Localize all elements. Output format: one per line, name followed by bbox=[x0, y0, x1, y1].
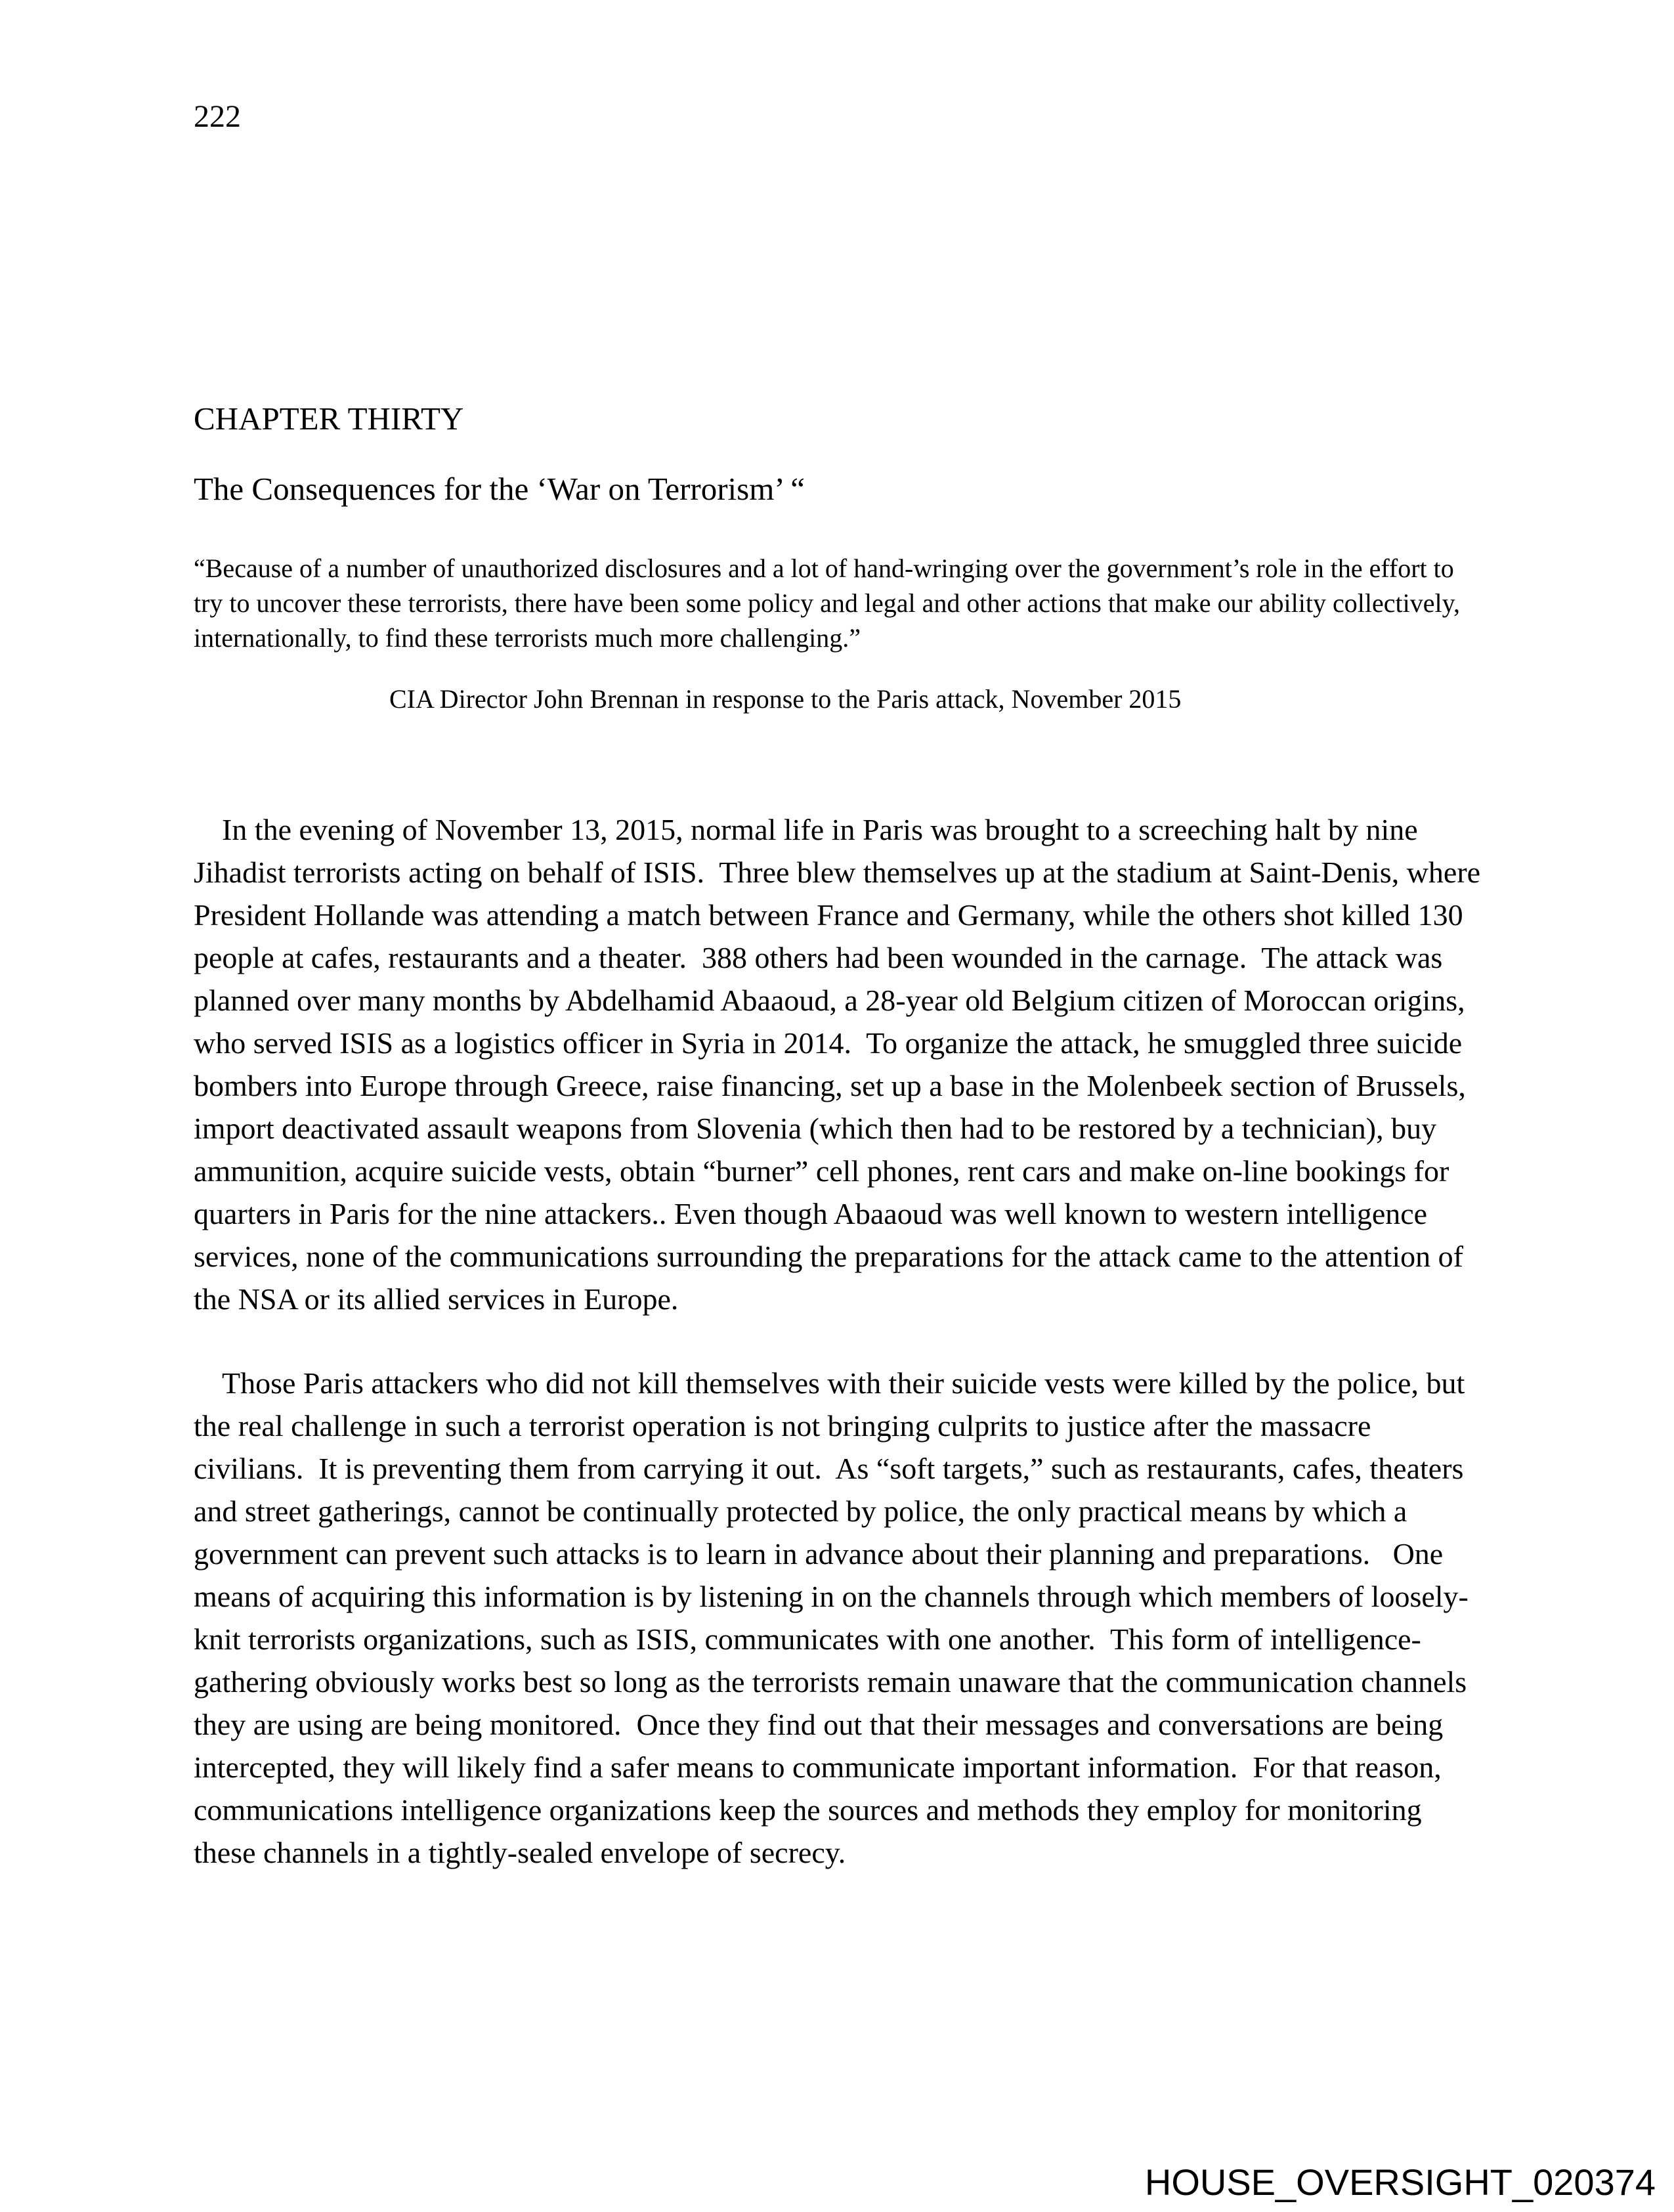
body-paragraph-1: In the evening of November 13, 2015, normal life in Paris was brought to a screeching halt by nine Jihadist terrorists acting on behalf of ISIS. Three blew themselves up at the stadium at Saint-Denis, where President Hollande was attending a match between France and Germany, while the others shot killed 130 people at cafes, restaurants and a theater. 388 others had been wounded in the carnage. The attack was planned over many months by Abdelhamid Abaaoud, a 28-year old Belgium citizen of Moroccan origins, who served ISIS as a logistics officer in Syria in 2014. To organize the attack, he smuggled three suicide bombers into Europe through Greece, raise financing, set up a base in the Molenbeek section of Brussels, import deactivated assault weapons from Slovenia (which then had to be restored by a technician), buy ammunition, acquire suicide vests, obtain “burner” cell phones, rent cars and make on-line bookings for quarters in Paris for the nine attackers.. Even though Abaaoud was well known to western intelligence services, none of the communications surrounding the preparations for the attack came to the attention of the NSA or its allied services in Europe. bbox=[194, 812, 1488, 1316]
chapter-heading: CHAPTER THIRTY bbox=[194, 401, 464, 437]
bates-stamp: HOUSE_OVERSIGHT_020374 bbox=[1144, 2161, 1656, 2203]
epigraph-attribution: CIA Director John Brennan in response to the Paris attack, November 2015 bbox=[389, 683, 1182, 714]
page-number: 222 bbox=[194, 99, 241, 134]
epigraph-quote: “Because of a number of unauthorized disclosures and a lot of hand-wringing over the government’s role in the effort to try to uncover these terrorists, there have been some policy and legal and other actions that make our ability collectively, internationally, to find these terrorists much more challenging.” bbox=[194, 553, 1467, 653]
page-content bbox=[194, 98, 1488, 1874]
chapter-subtitle: The Consequences for the ‘War on Terrorism’ “ bbox=[194, 470, 805, 507]
body-paragraph-2: Those Paris attackers who did not kill themselves with their suicide vests were killed by the police, but the real challenge in such a terrorist operation is not bringing culprits to justice after the massacre civilians. It is preventing them from carrying it out. As “soft targets,” such as restaurants, cafes, theaters and street gatherings, cannot be continually protected by police, the only practical means by which a government can prevent such attacks is to learn in advance about their planning and preparations. One means of acquiring this information is by listening in on the channels through which members of loosely-knit terrorists organizations, such as ISIS, communicates with one another. This form of intelligence-gathering obviously works best so long as the terrorists remain unaware that the communication channels they are using are being monitored. Once they find out that their messages and conversations are being intercepted, they will likely find a safer means to communicate important information. For that reason, communications intelligence organizations keep the sources and methods they employ for monitoring these channels in a tightly-sealed envelope of secrecy. bbox=[194, 1366, 1474, 1869]
